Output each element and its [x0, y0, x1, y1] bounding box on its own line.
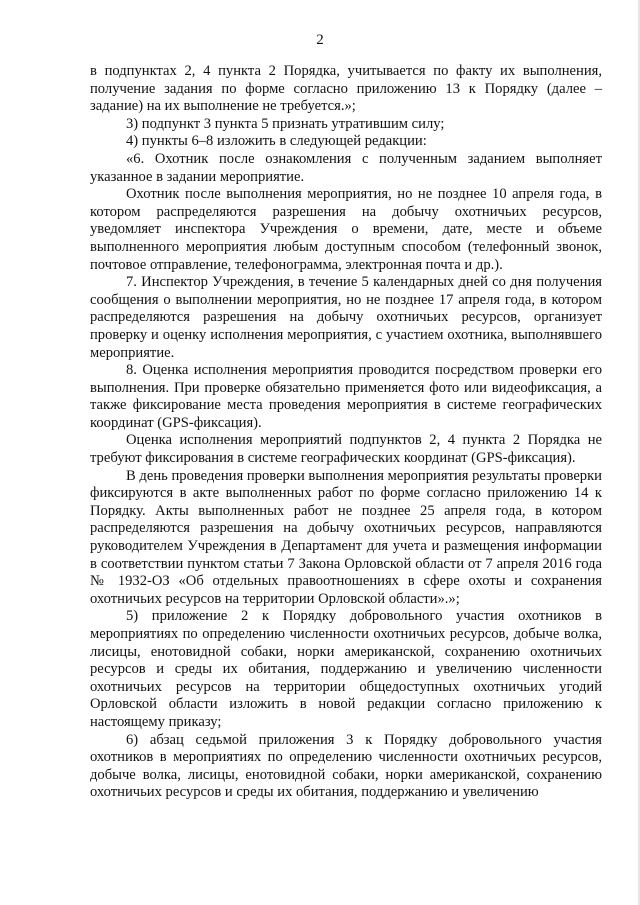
- paragraph-item-5: 5) приложение 2 к Порядку добровольного участия охотников в мероприятиях по определению численности охотничьих ресурсов, добыче волка, лисицы, енотовидной собаки, норки американской, сохранению охотничьих ресурсов и среды их обитания, поддержанию и увеличению численности охотничьих ресурсов на территории общедоступных охотничьих угодий Орловской области изложить в новой редакции согласно приложению к настоящему приказу;: [90, 608, 602, 730]
- paragraph-clause-6-notice: Охотник после выполнения мероприятия, но не позднее 10 апреля года, в котором распределяются разрешения на добычу охотничьих ресурсов, уведомляет инспектора Учреждения о времени, дате, месте и объеме выполненного мероприятия любым доступным способом (телефонный звонок, почтовое отправление, телефонограмма, электронная почта и др.).: [90, 186, 602, 273]
- paragraph-clause-8: 8. Оценка исполнения мероприятия проводится посредством проверки его выполнения. При проверке обязательно применяется фото или видеофиксация, а также фиксирование места проведения мероприятия в системе географических координат (GPS-фиксация).: [90, 362, 602, 431]
- paragraph-item-6: 6) абзац седьмой приложения 3 к Порядку добровольного участия охотников в мероприятиях по определению численности охотничьих ресурсов, добыче волка, лисицы, енотовидной собаки, норки американской, сохранению охотничьих ресурсов и среды их обитания, поддержанию и увеличению: [90, 731, 602, 801]
- paragraph-item-3: 3) подпункт 3 пункта 5 признать утратившим силу;: [126, 115, 445, 132]
- paragraph-continuation: в подпунктах 2, 4 пункта 2 Порядка, учитывается по факту их выполнения, получение задания по форме согласно приложению 13 к Порядку (далее – задание) на их выполнение не требуется.»;: [90, 63, 602, 115]
- paragraph-clause-8-gps: Оценка исполнения мероприятий подпунктов 2, 4 пункта 2 Порядка не требуют фиксирования в системе географических координат (GPS-фиксация).: [90, 432, 602, 467]
- paragraph-clause-8-acts: В день проведения проверки выполнения мероприятия результаты проверки фиксируются в акте выполненных работ по форме согласно приложению 14 к Порядку. Акты выполненных работ не позднее 25 апреля года, в котором распределяются разрешения на добычу охотничьих ресурсов, направляются руководителем Учреждения в Департамент для учета и размещения информации в соответствии пунктом статьи 7 Закона Орловской области от 7 апреля 2016 года № 1932-ОЗ «Об отдельных правоотношениях в сфере охоты и сохранения охотничьих ресурсов на территории Орловской области».»;: [90, 467, 602, 607]
- paragraph-clause-6: «6. Охотник после ознакомления с полученным заданием выполняет указанное в задании мероприятие.: [90, 150, 602, 185]
- paragraph-item-4: 4) пункты 6–8 изложить в следующей редакции:: [126, 133, 427, 150]
- document-body: [90, 63, 602, 802]
- paragraph-clause-7: 7. Инспектор Учреждения, в течение 5 календарных дней со дня получения сообщения о выполнении мероприятия, но не позднее 17 апреля года, в котором распределяются разрешения на добычу охотничьих ресурсов, организует проверку и оценку исполнения мероприятия, с участием охотника, выполнявшего мероприятие.: [90, 274, 602, 361]
- page-number: 2: [316, 32, 324, 48]
